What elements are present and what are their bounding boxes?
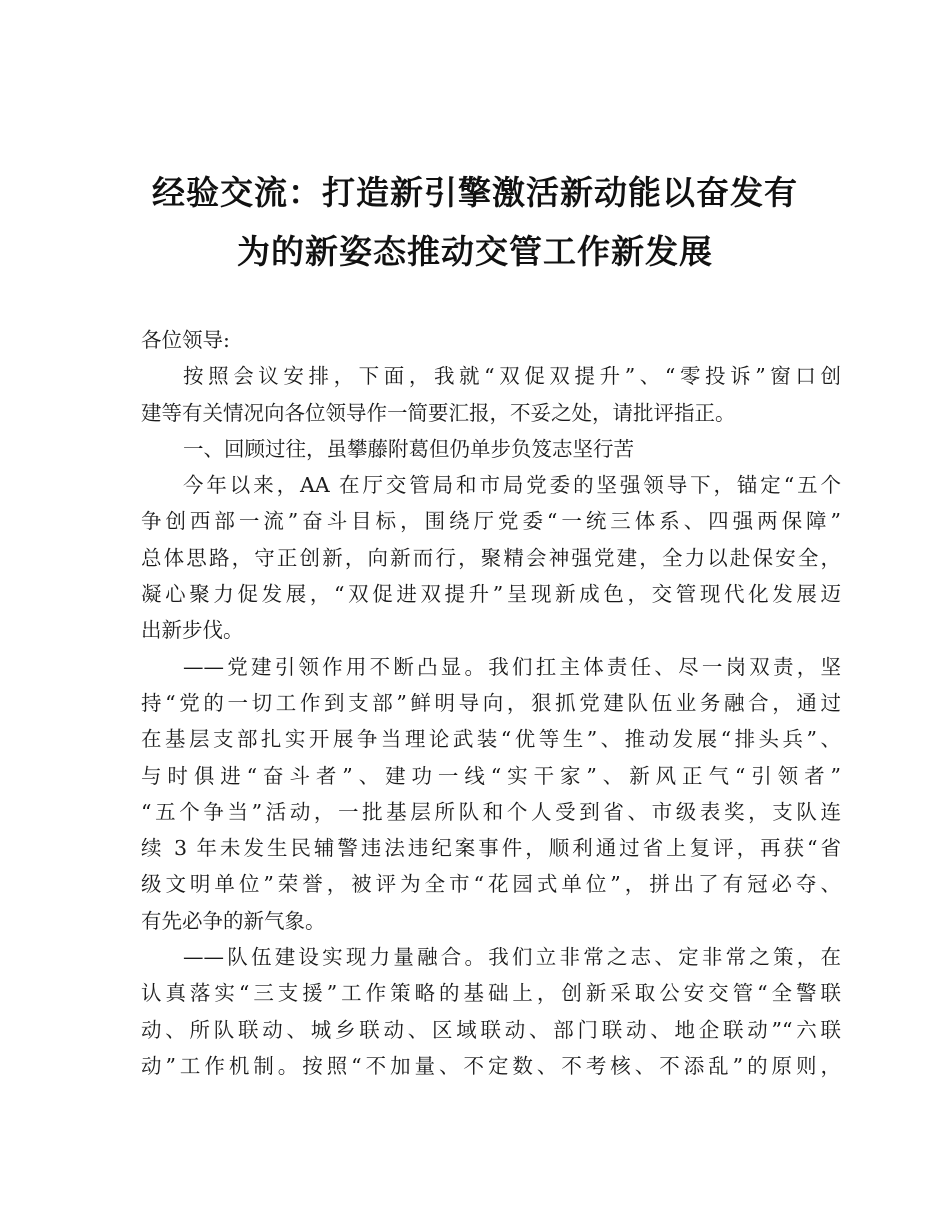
- paragraph-team-building: [141, 939, 841, 1084]
- text-line: 按照会议安排，下面，我就“双促双提升”、“零投诉”窗口创: [183, 364, 841, 389]
- text-line: 出新步伐。: [141, 618, 244, 643]
- text-line: 凝心聚力促发展，“双促进双提升”呈现新成色，交管现代化发展迈: [141, 582, 841, 607]
- salutation-line: 各位领导:: [141, 328, 230, 352]
- text-line: 动、所队联动、城乡联动、区域联动、部门联动、地企联动”“六联: [141, 1017, 841, 1042]
- text-line: 建等有关情况向各位领导作一简要汇报，不妥之处，请批评指正。: [141, 400, 736, 425]
- document-body: [141, 322, 841, 1084]
- title-line-1: 经验交流：打造新引擎激活新动能以奋发有: [152, 173, 798, 212]
- section-heading-1: [141, 431, 841, 467]
- text-line: 争创西部一流”奋斗目标，围绕厅党委“一统三体系、四强两保障”: [141, 509, 841, 534]
- heading-line: 一、回顾过往，虽攀藤附葛但仍单步负笈志坚行苦: [183, 436, 634, 461]
- paragraph-party-building: [141, 649, 841, 939]
- salutation: [141, 322, 841, 358]
- text-line: ——队伍建设实现力量融合。我们立非常之志、定非常之策，在: [183, 945, 841, 970]
- title-line-2: 为的新姿态推动交管工作新发展: [237, 232, 713, 271]
- text-line: 续 3 年未发生民辅警违法违纪案事件，顺利通过省上复评，再获“省: [141, 836, 841, 861]
- text-line: 有先必争的新气象。: [141, 908, 326, 933]
- text-line: 级文明单位”荣誉，被评为全市“花园式单位”，拼出了有冠必夺、: [141, 872, 841, 897]
- text-line: 总体思路，守正创新，向新而行，聚精会神强党建，全力以赴保安全，: [141, 545, 841, 570]
- document-title: [0, 163, 950, 281]
- text-line: 今年以来，AA 在厅交管局和市局党委的坚强领导下，锚定“五个: [183, 473, 841, 498]
- paragraph-intro: [141, 358, 841, 431]
- text-line: 与时俱进“奋斗者”、建功一线“实干家”、新风正气“引领者”: [141, 763, 841, 788]
- text-line: “五个争当”活动，一批基层所队和个人受到省、市级表奖，支队连: [141, 799, 841, 824]
- text-line: 持“党的一切工作到支部”鲜明导向，狠抓党建队伍业务融合，通过: [141, 690, 841, 715]
- text-line: 在基层支部扎实开展争当理论武装“优等生”、推动发展“排头兵”、: [141, 727, 841, 752]
- text-line: ——党建引领作用不断凸显。我们扛主体责任、尽一岗双责，坚: [183, 654, 841, 679]
- text-line: 认真落实“三支援”工作策略的基础上，创新采取公安交管“全警联: [141, 981, 841, 1006]
- paragraph-overview: [141, 467, 841, 648]
- text-line: 动”工作机制。按照“不加量、不定数、不考核、不添乱”的原则，: [141, 1053, 841, 1078]
